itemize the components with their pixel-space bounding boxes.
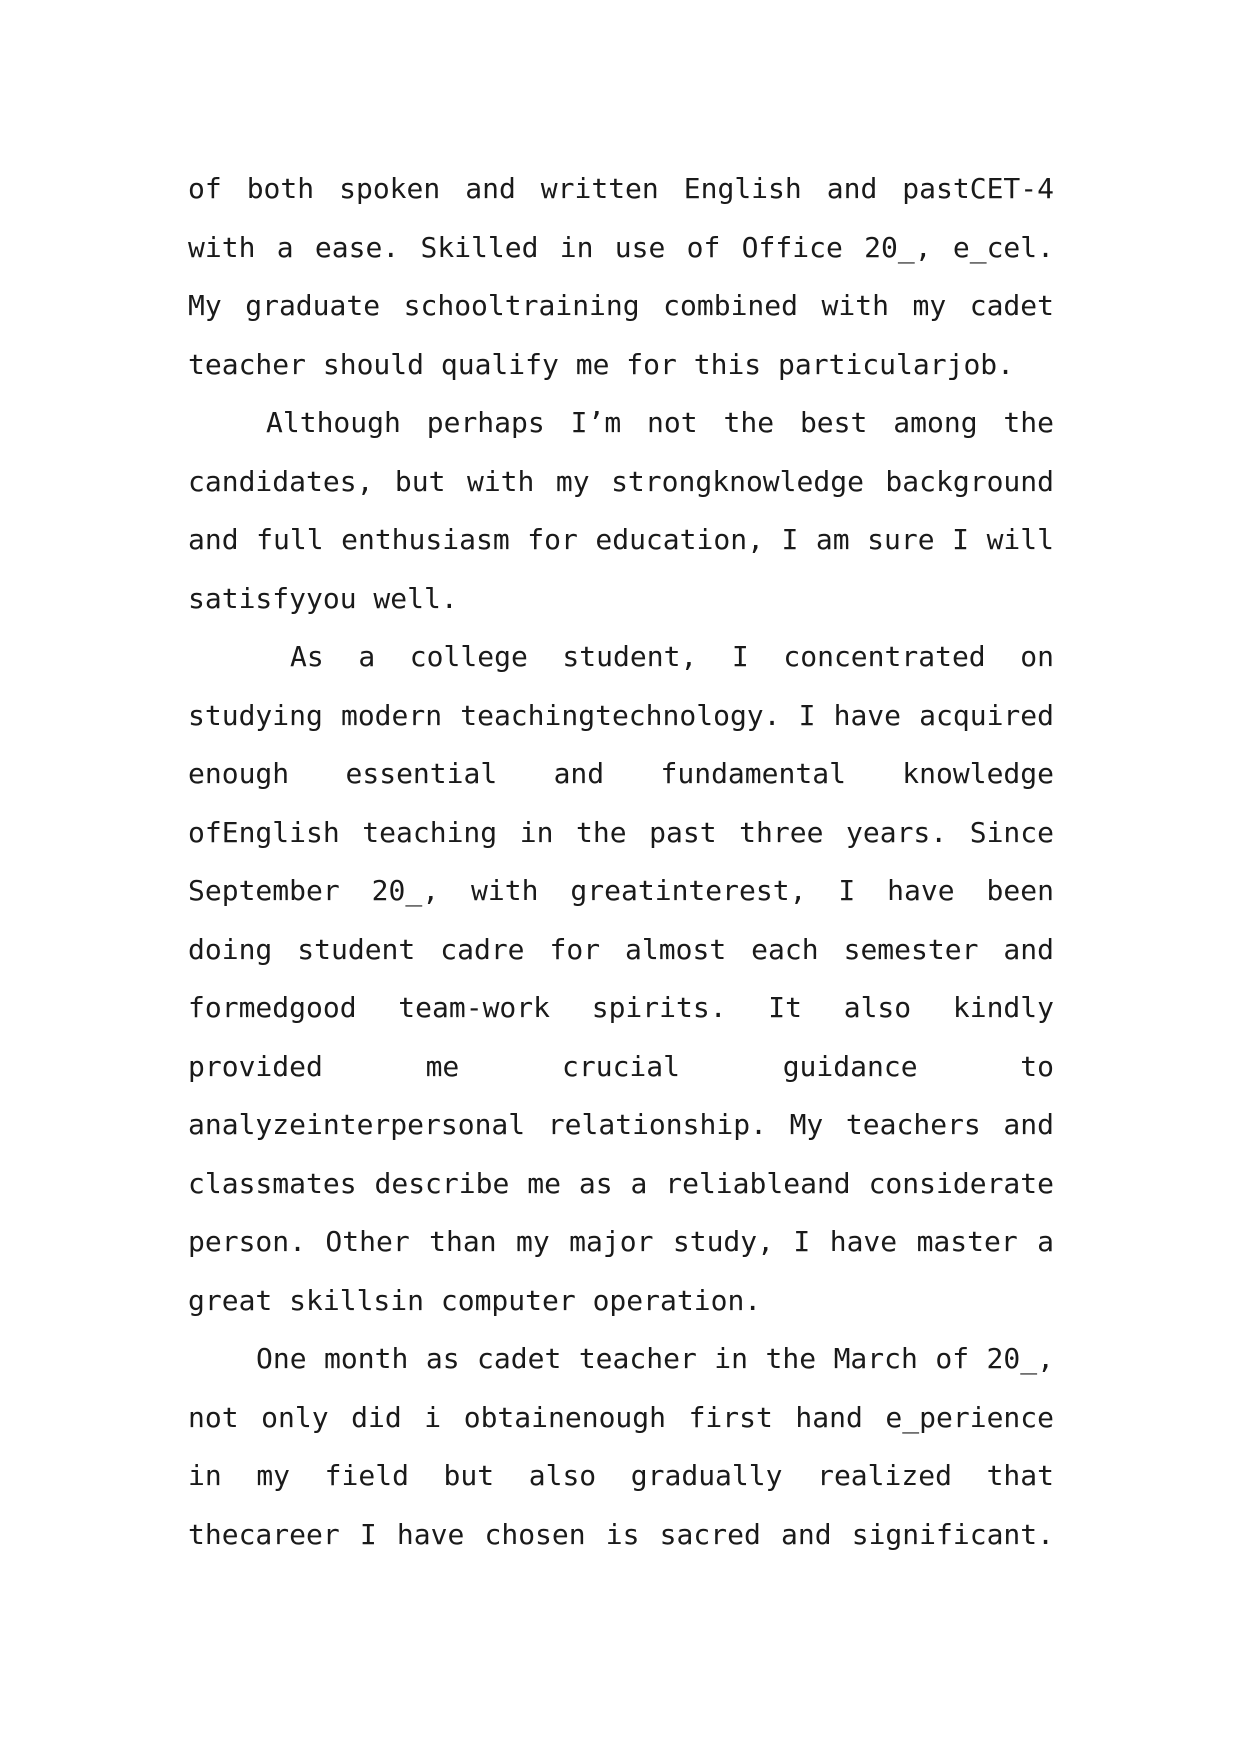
text-line: Although perhaps I’m not the best among the <box>266 406 1054 439</box>
text-line: One month as cadet teacher in the March of 20_, <box>256 1342 1054 1375</box>
text-line: person. Other than my major study, I have master a <box>188 1225 1054 1258</box>
text-line: classmates describe me as a reliableand considerate <box>188 1166 1054 1200</box>
text-line: studying modern teachingtechnology. I have acquired <box>188 698 1054 732</box>
text-line: September 20_, with greatinterest, I have been <box>188 874 1054 907</box>
document-body <box>188 160 1054 1564</box>
text-line: As a college student, I concentrated on <box>290 640 1054 673</box>
text-line: ofEnglish teaching in the past three years. Since <box>188 815 1054 849</box>
text-line: of both spoken and written English and pastCET-4 <box>188 172 1054 205</box>
text-line: teacher should qualify me for this particularjob. <box>188 347 1015 381</box>
text-line: formedgood team-work spirits. It also kindly <box>188 991 1054 1024</box>
text-line: with a ease. Skilled in use of Office 20_, e_cel. <box>188 230 1054 264</box>
text-line: enough essential and fundamental knowledge <box>188 757 1054 790</box>
text-line: candidates, but with my strongknowledge background <box>188 464 1054 498</box>
text-line: My graduate schooltraining combined with my cadet <box>188 289 1054 322</box>
text-line: doing student cadre for almost each semester and <box>188 932 1054 966</box>
text-line: provided me crucial guidance to <box>188 1049 1054 1083</box>
text-line: not only did i obtainenough first hand e_perience <box>188 1400 1054 1434</box>
text-line: in my field but also gradually realized that <box>188 1459 1054 1492</box>
text-line: great skillsin computer operation. <box>188 1283 762 1317</box>
text-line: analyzeinterpersonal relationship. My teachers and <box>188 1108 1054 1141</box>
text-line: thecareer I have chosen is sacred and significant. <box>188 1517 1054 1551</box>
text-line: and full enthusiasm for education, I am sure I will <box>188 523 1054 556</box>
text-line: satisfyyou well. <box>188 581 458 615</box>
